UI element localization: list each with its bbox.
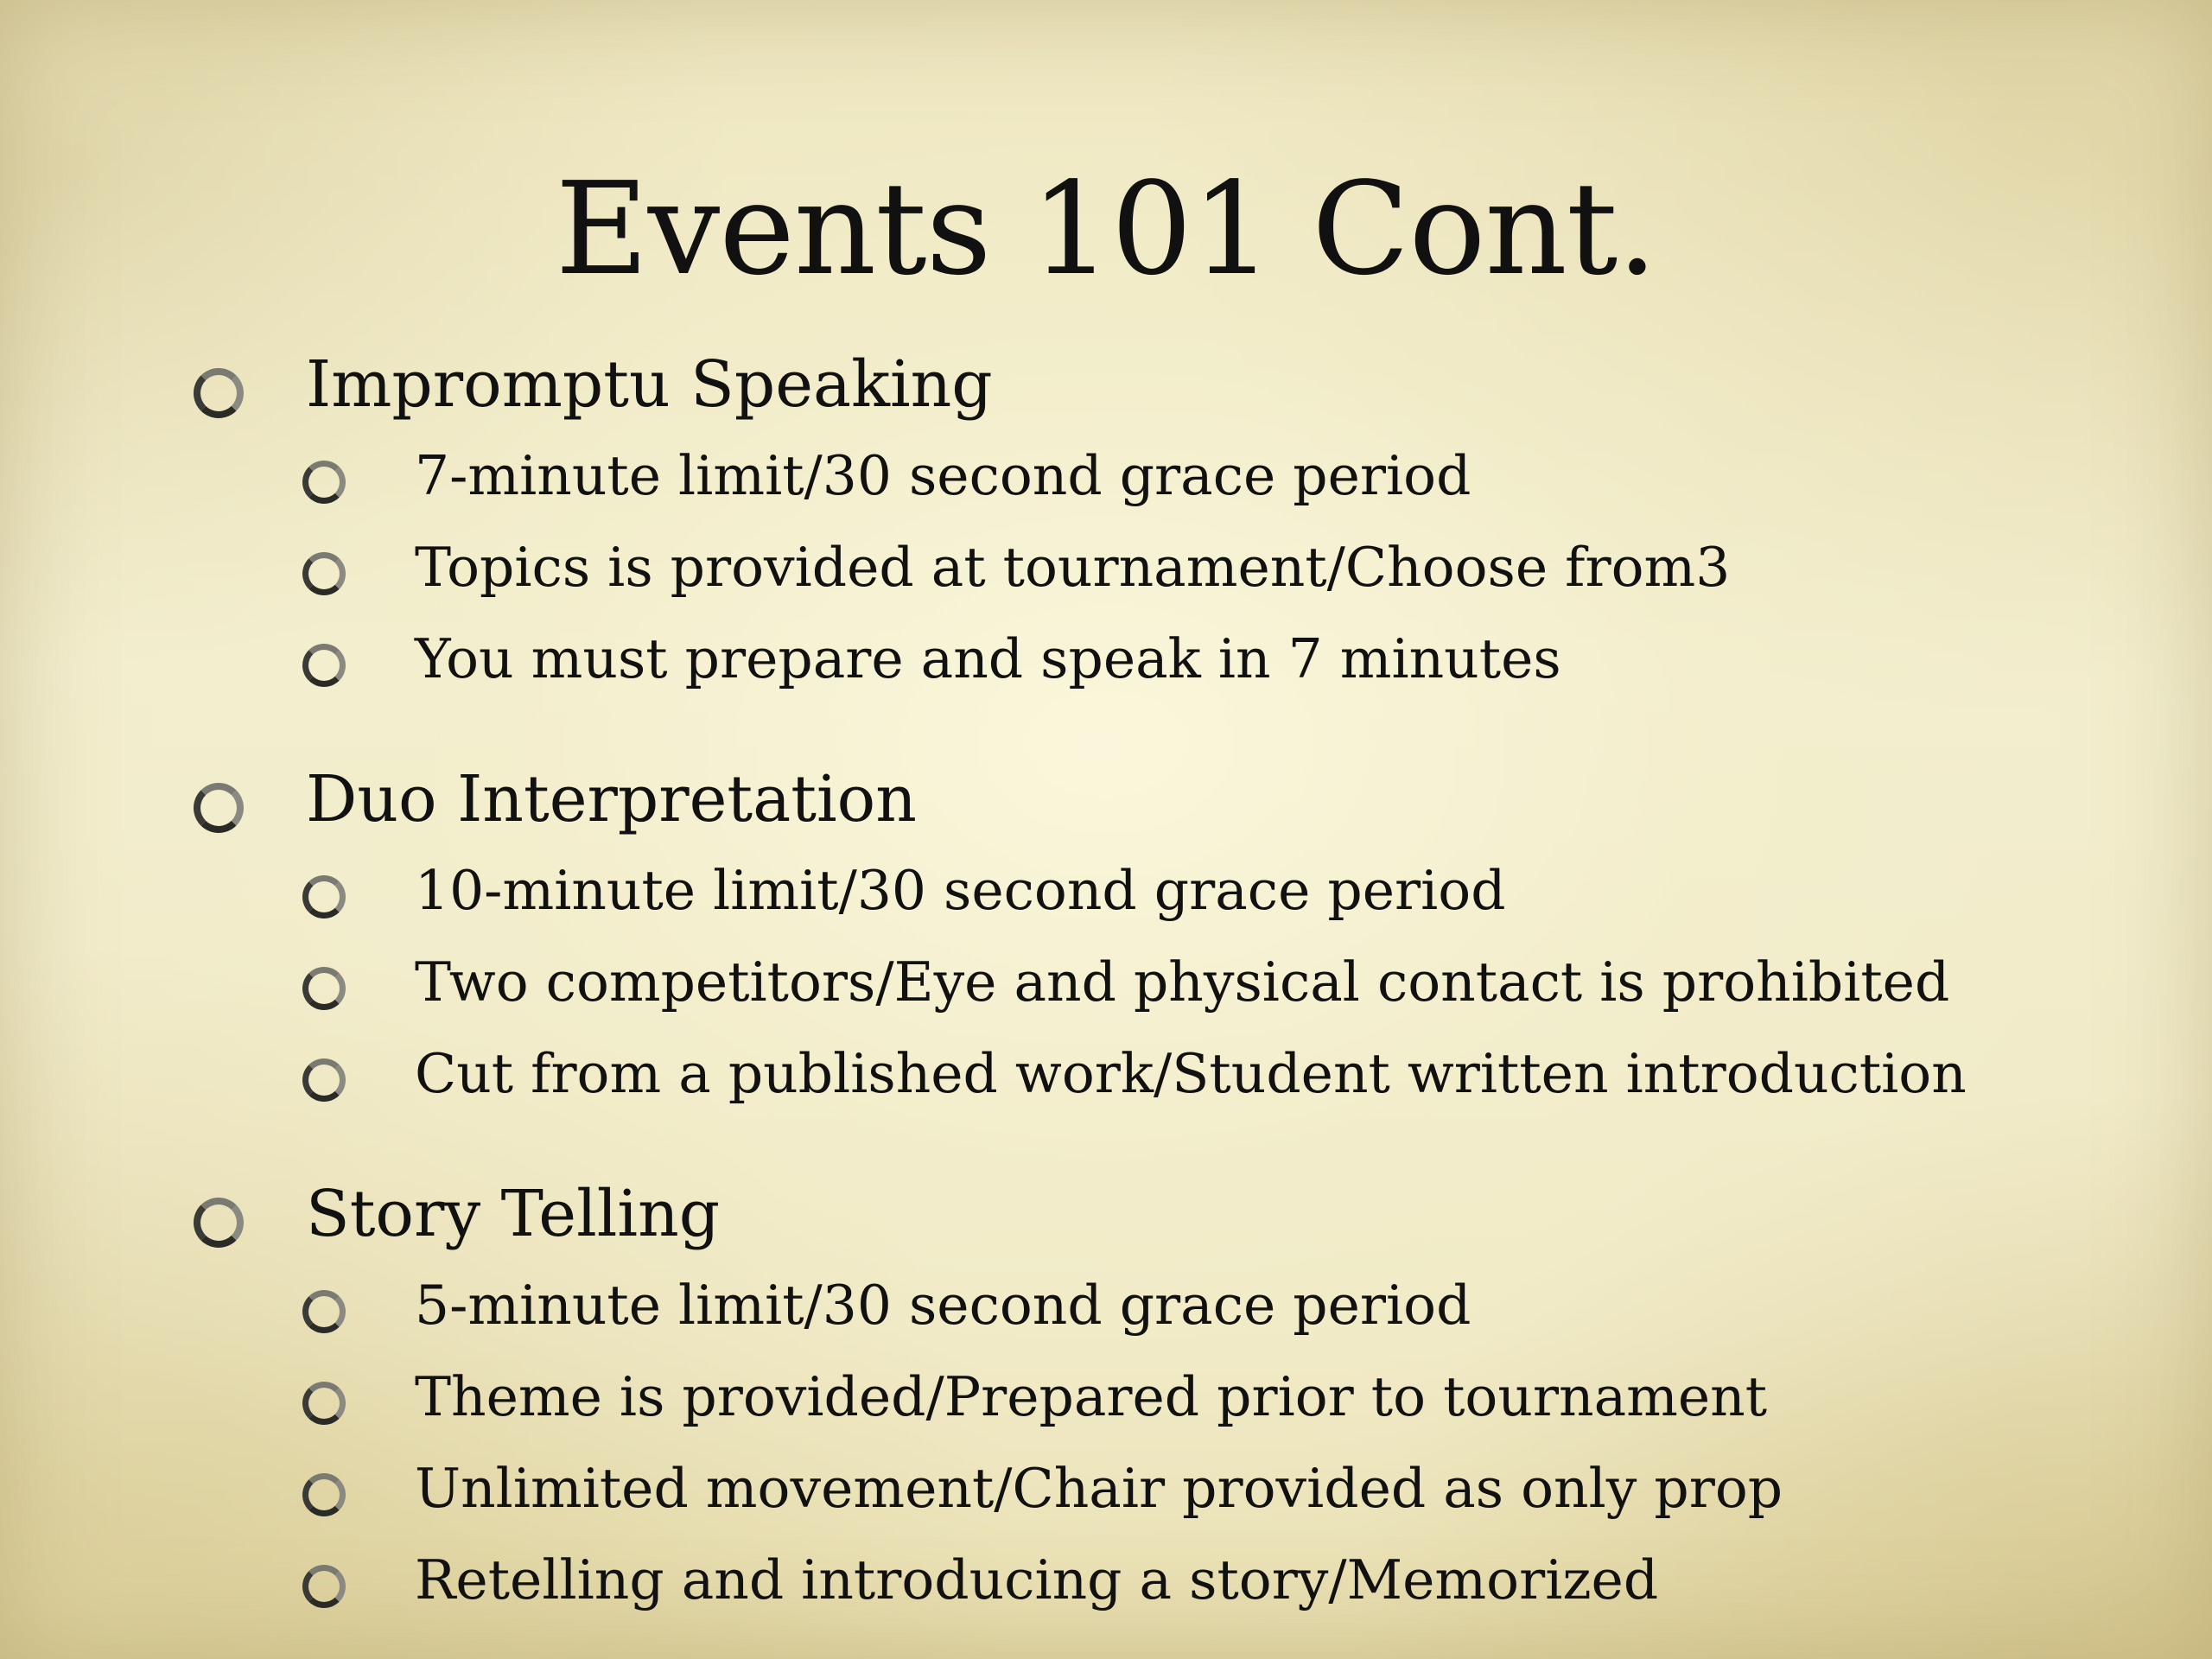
list-item [0, 845, 2212, 937]
list-item [0, 937, 2212, 1028]
list-item [0, 1260, 2212, 1351]
list-item [0, 430, 2212, 522]
list-item-text: You must prepare and speak in 7 minutes [415, 627, 1561, 690]
hollow-circle-bullet-icon [302, 967, 346, 1010]
hollow-circle-bullet-icon [194, 1198, 244, 1248]
list-item [0, 1443, 2212, 1535]
section-spacer [0, 1120, 2212, 1168]
hollow-circle-bullet-icon [302, 1290, 346, 1333]
list-item [0, 613, 2212, 705]
section-heading: Story Telling [306, 1177, 721, 1251]
list-item-text: Retelling and introducing a story/Memorized [415, 1548, 1659, 1611]
list-item [0, 522, 2212, 613]
list-item [0, 1535, 2212, 1626]
list-item-text: Unlimited movement/Chair provided as only prop [415, 1457, 1783, 1520]
list-item-text: Theme is provided/Prepared prior to tournament [415, 1365, 1768, 1428]
section-heading: Impromptu Speaking [306, 347, 993, 422]
section-duo-interpretation [0, 753, 2212, 845]
list-item [0, 1028, 2212, 1120]
hollow-circle-bullet-icon [302, 552, 346, 595]
list-item-text: Two competitors/Eye and physical contact is prohibited [415, 950, 1950, 1014]
hollow-circle-bullet-icon [302, 1565, 346, 1608]
hollow-circle-bullet-icon [302, 1382, 346, 1425]
hollow-circle-bullet-icon [194, 368, 244, 418]
section-impromptu-speaking [0, 339, 2212, 430]
list-item-text: Topics is provided at tournament/Choose from3 [415, 536, 1731, 599]
slide-title: Events 101 Cont. [555, 155, 1657, 303]
list-item-text: Cut from a published work/Student written introduction [415, 1042, 1967, 1105]
hollow-circle-bullet-icon [302, 461, 346, 504]
section-spacer [0, 705, 2212, 753]
list-item-text: 10-minute limit/30 second grace period [415, 859, 1506, 922]
hollow-circle-bullet-icon [302, 1473, 346, 1516]
section-story-telling [0, 1168, 2212, 1260]
list-item [0, 1351, 2212, 1443]
section-heading: Duo Interpretation [306, 762, 917, 836]
list-item-text: 7-minute limit/30 second grace period [415, 444, 1471, 507]
hollow-circle-bullet-icon [194, 783, 244, 833]
hollow-circle-bullet-icon [302, 875, 346, 918]
list-item-text: 5-minute limit/30 second grace period [415, 1274, 1471, 1337]
hollow-circle-bullet-icon [302, 644, 346, 687]
slide-body [0, 339, 2212, 1626]
hollow-circle-bullet-icon [302, 1058, 346, 1102]
